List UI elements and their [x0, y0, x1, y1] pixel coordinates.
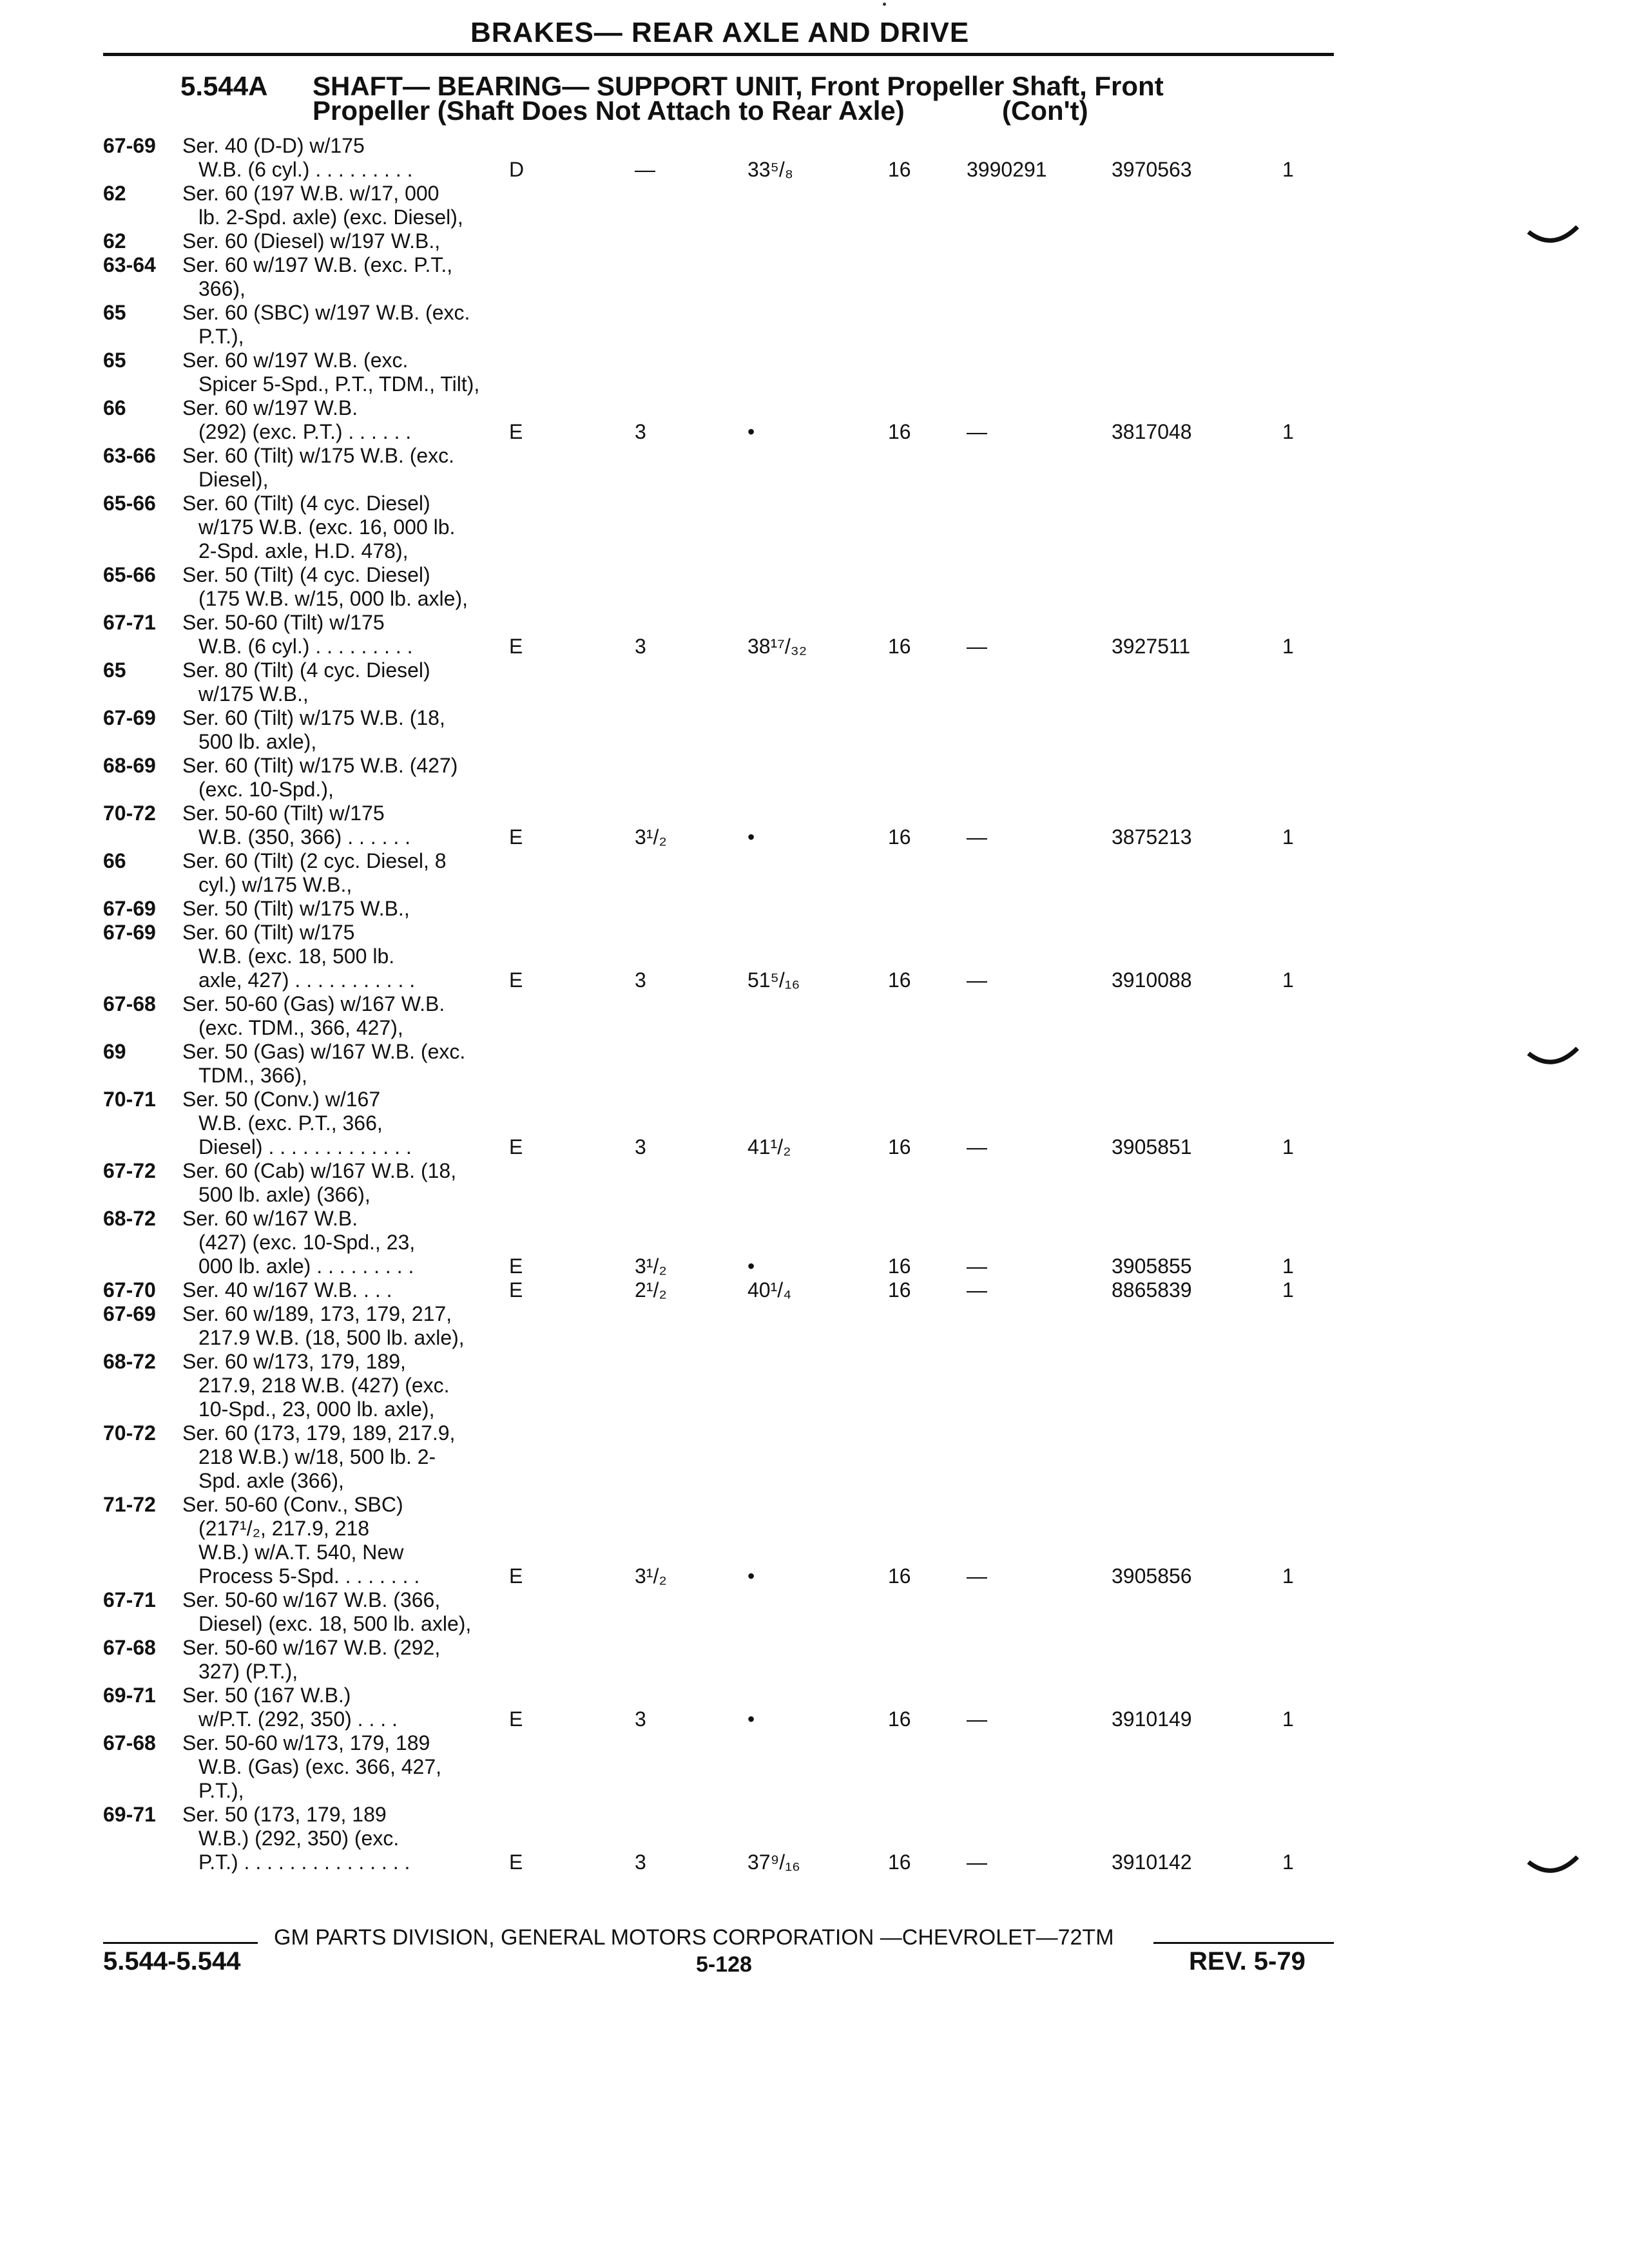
application-description: 218 W.B.) w/18, 500 lb. 2- [198, 1445, 436, 1468]
application-description: Ser. 60 w/167 W.B. [182, 1207, 358, 1230]
model-years: 65-66 [103, 492, 156, 515]
part-number-2: 3905855 [1112, 1254, 1192, 1278]
application-description: (217¹/₂, 217.9, 218 [198, 1517, 370, 1540]
application-description: w/175 W.B. (exc. 16, 000 lb. [198, 515, 456, 539]
model-years: 65 [103, 658, 126, 682]
application-description: Ser. 60 (SBC) w/197 W.B. (exc. [182, 301, 470, 324]
application-description: Ser. 50 (Tilt) (4 cyc. Diesel) [182, 563, 430, 586]
type-code: E [509, 420, 523, 443]
footer-revision: REV. 5-79 [1189, 1947, 1306, 1975]
spline-count: 16 [888, 1564, 911, 1588]
table-row [0, 1588, 1629, 1636]
model-years: 69 [103, 1040, 126, 1063]
model-years: 65 [103, 301, 126, 324]
application-description: Ser. 50-60 w/173, 179, 189 [182, 1731, 430, 1754]
application-description: W.B. (exc. 18, 500 lb. [198, 945, 395, 968]
application-description: Ser. 60 (Tilt) (4 cyc. Diesel) [182, 492, 430, 515]
application-description: Spd. axle (366), [198, 1469, 344, 1492]
dimension-b: 40¹/₄ [747, 1278, 792, 1302]
spline-count: 16 [888, 1850, 911, 1874]
dimension-b: 33⁵/₈ [747, 158, 794, 181]
application-description: TDM., 366), [198, 1064, 307, 1087]
application-description: Ser. 60 (Cab) w/167 W.B. (18, [182, 1159, 457, 1182]
spline-count: 16 [888, 825, 911, 849]
table-row [0, 1803, 1629, 1874]
part-number-2: 3905856 [1112, 1564, 1192, 1588]
footer-rule-right [1153, 1942, 1334, 1944]
part-number-1: — [967, 825, 987, 849]
application-description: 2-Spd. axle, H.D. 478), [198, 539, 409, 562]
application-description: 217.9 W.B. (18, 500 lb. axle), [198, 1326, 465, 1349]
type-code: E [509, 825, 523, 849]
model-years: 63-64 [103, 253, 156, 276]
table-row [0, 1207, 1629, 1278]
model-years: 63-66 [103, 444, 156, 467]
application-description: lb. 2-Spd. axle) (exc. Diesel), [198, 206, 463, 229]
model-years: 68-72 [103, 1350, 156, 1373]
model-years: 67-69 [103, 921, 156, 944]
part-number-1: — [967, 1135, 987, 1158]
dimension-a: 3 [635, 1707, 646, 1731]
application-description: w/P.T. (292, 350) . . . . [198, 1707, 398, 1731]
spline-count: 16 [888, 420, 911, 443]
application-description: Ser. 50-60 (Tilt) w/175 [182, 611, 385, 634]
model-years: 68-69 [103, 754, 156, 777]
application-description: (175 W.B. w/15, 000 lb. axle), [198, 587, 468, 610]
part-number-2: 3927511 [1112, 635, 1191, 658]
application-description: Ser. 60 (Tilt) (2 cyc. Diesel, 8 [182, 849, 447, 872]
application-description: Ser. 60 w/197 W.B. (exc. [182, 349, 409, 372]
application-description: Ser. 60 (173, 179, 189, 217.9, [182, 1421, 456, 1445]
dimension-a: 3 [635, 968, 646, 992]
table-row [0, 1040, 1629, 1088]
application-description: Ser. 60 w/197 W.B. (exc. P.T., [182, 253, 453, 276]
table-row [0, 396, 1629, 444]
quantity: 1 [1282, 158, 1294, 181]
part-number-2: 8865839 [1112, 1278, 1192, 1302]
binder-hole-mark [1527, 1856, 1579, 1881]
model-years: 62 [103, 182, 126, 205]
spline-count: 16 [888, 968, 911, 992]
model-years: 71-72 [103, 1493, 156, 1516]
quantity: 1 [1282, 420, 1294, 443]
table-row [0, 1684, 1629, 1731]
application-description: 217.9, 218 W.B. (427) (exc. [198, 1374, 450, 1397]
application-description: Ser. 50-60 w/167 W.B. (366, [182, 1588, 441, 1611]
spline-count: 16 [888, 1254, 911, 1278]
type-code: E [509, 1278, 523, 1302]
part-number-1: — [967, 1707, 987, 1731]
section-number: 5.544A [180, 71, 268, 101]
application-description: Ser. 40 (D-D) w/175 [182, 134, 365, 157]
application-description: Ser. 50 (Gas) w/167 W.B. (exc. [182, 1040, 466, 1063]
table-row [0, 349, 1629, 396]
application-description: 500 lb. axle), [198, 730, 317, 753]
application-description: P.T.) . . . . . . . . . . . . . . . [198, 1850, 410, 1874]
application-description: Ser. 50-60 (Tilt) w/175 [182, 802, 385, 825]
model-years: 69-71 [103, 1803, 156, 1826]
model-years: 65-66 [103, 563, 156, 586]
quantity: 1 [1282, 1564, 1294, 1588]
quantity: 1 [1282, 1254, 1294, 1278]
section-title-line1: SHAFT— BEARING— SUPPORT UNIT, Front Propeller Shaft, Front [313, 71, 1164, 101]
model-years: 67-69 [103, 1302, 156, 1325]
type-code: E [509, 1707, 523, 1731]
model-years: 66 [103, 396, 126, 419]
dimension-b: • [747, 420, 755, 443]
application-description: Ser. 50-60 w/167 W.B. (292, [182, 1636, 441, 1659]
application-description: Ser. 60 (Diesel) w/197 W.B., [182, 229, 441, 253]
dimension-b: • [747, 825, 755, 849]
model-years: 70-72 [103, 802, 156, 825]
header-divider [103, 53, 1334, 56]
application-description: Diesel) . . . . . . . . . . . . . [198, 1135, 412, 1158]
application-description: Ser. 50 (173, 179, 189 [182, 1803, 387, 1826]
application-description: W.B. (Gas) (exc. 366, 427, [198, 1755, 442, 1778]
dimension-a: 3¹/₂ [635, 1254, 667, 1278]
table-row [0, 1731, 1629, 1803]
page-header-title: BRAKES— REAR AXLE AND DRIVE [470, 17, 970, 48]
application-description: Ser. 60 (Tilt) w/175 W.B. (427) [182, 754, 458, 777]
application-description: Spicer 5-Spd., P.T., TDM., Tilt), [198, 372, 480, 396]
spline-count: 16 [888, 1707, 911, 1731]
dimension-b: 41¹/₂ [747, 1135, 791, 1158]
application-description: W.B.) w/A.T. 540, New [198, 1541, 404, 1564]
application-description: W.B. (exc. P.T., 366, [198, 1111, 383, 1135]
model-years: 65 [103, 349, 126, 372]
application-description: w/175 W.B., [198, 682, 309, 706]
binder-hole-mark [1527, 1047, 1579, 1073]
dimension-a: 3 [635, 420, 646, 443]
model-years: 67-68 [103, 992, 156, 1015]
type-code: E [509, 968, 523, 992]
model-years: 68-72 [103, 1207, 156, 1230]
application-description: Diesel), [198, 468, 269, 491]
quantity: 1 [1282, 968, 1294, 992]
part-number-1: — [967, 1850, 987, 1874]
type-code: E [509, 635, 523, 658]
application-description: 000 lb. axle) . . . . . . . . . [198, 1254, 414, 1278]
footer-section-range: 5.544-5.544 [103, 1947, 241, 1975]
dimension-b: 37⁹/₁₆ [747, 1850, 800, 1874]
table-row [0, 253, 1629, 301]
table-row [0, 1636, 1629, 1684]
table-row [0, 1088, 1629, 1159]
model-years: 67-68 [103, 1636, 156, 1659]
application-description: Ser. 50-60 (Conv., SBC) [182, 1493, 403, 1516]
model-years: 70-72 [103, 1421, 156, 1445]
type-code: E [509, 1254, 523, 1278]
type-code: E [509, 1850, 523, 1874]
table-row [0, 706, 1629, 754]
model-years: 67-70 [103, 1278, 156, 1302]
model-years: 67-71 [103, 611, 156, 634]
part-number-1: — [967, 420, 987, 443]
application-description: (exc. TDM., 366, 427), [198, 1016, 403, 1039]
application-description: (exc. 10-Spd.), [198, 778, 334, 801]
dimension-b: • [747, 1254, 755, 1278]
part-number-1: — [967, 968, 987, 992]
table-row [0, 992, 1629, 1040]
application-description: Ser. 60 (Tilt) w/175 W.B. (18, [182, 706, 445, 729]
table-row [0, 849, 1629, 897]
application-description: Ser. 50 (Conv.) w/167 [182, 1088, 381, 1111]
application-description: Ser. 50-60 (Gas) w/167 W.B. [182, 992, 445, 1015]
model-years: 70-71 [103, 1088, 156, 1111]
model-years: 67-69 [103, 897, 156, 920]
table-row [0, 802, 1629, 849]
spline-count: 16 [888, 1135, 911, 1158]
application-description: cyl.) w/175 W.B., [198, 873, 352, 896]
table-row [0, 1493, 1629, 1588]
table-row [0, 492, 1629, 563]
model-years: 66 [103, 849, 126, 872]
section-continued-label: (Con't) [1002, 95, 1088, 126]
footer-page-number: 5-128 [696, 1952, 752, 1977]
quantity: 1 [1282, 1707, 1294, 1731]
table-row [0, 611, 1629, 658]
table-row [0, 921, 1629, 992]
application-description: Ser. 50 (167 W.B.) [182, 1684, 351, 1707]
model-years: 62 [103, 229, 126, 253]
part-number-2: 3817048 [1112, 420, 1192, 443]
part-number-2: 3910142 [1112, 1850, 1192, 1874]
quantity: 1 [1282, 825, 1294, 849]
application-description: 500 lb. axle) (366), [198, 1183, 371, 1206]
application-description: Ser. 60 (Tilt) w/175 W.B. (exc. [182, 444, 455, 467]
table-row [0, 301, 1629, 349]
section-title-line2: Propeller (Shaft Does Not Attach to Rear Axle) [313, 95, 905, 126]
table-row [0, 754, 1629, 802]
dimension-b: • [747, 1564, 755, 1588]
application-description: 366), [198, 277, 246, 300]
table-row [0, 563, 1629, 611]
dimension-a: 3¹/₂ [635, 1564, 667, 1588]
application-description: Ser. 60 w/189, 173, 179, 217, [182, 1302, 452, 1325]
part-number-1: — [967, 1254, 987, 1278]
application-description: Ser. 40 w/167 W.B. . . . [182, 1278, 392, 1302]
application-description: Ser. 80 (Tilt) (4 cyc. Diesel) [182, 658, 430, 682]
application-description: P.T.), [198, 325, 244, 348]
part-number-1: — [967, 1278, 987, 1302]
table-row [0, 897, 1629, 921]
dimension-b: 38¹⁷/₃₂ [747, 635, 807, 658]
table-row [0, 229, 1629, 253]
table-row [0, 658, 1629, 706]
application-description: Ser. 60 (197 W.B. w/17, 000 [182, 182, 439, 205]
table-row [0, 182, 1629, 229]
spline-count: 16 [888, 635, 911, 658]
quantity: 1 [1282, 635, 1294, 658]
model-years: 67-69 [103, 706, 156, 729]
table-row [0, 1302, 1629, 1350]
application-description: 10-Spd., 23, 000 lb. axle), [198, 1398, 435, 1421]
dimension-a: 3 [635, 1135, 646, 1158]
quantity: 1 [1282, 1850, 1294, 1874]
part-number-1: — [967, 635, 987, 658]
application-description: Ser. 60 w/197 W.B. [182, 396, 358, 419]
application-description: W.B. (6 cyl.) . . . . . . . . . [198, 158, 413, 181]
application-description: 327) (P.T.), [198, 1660, 298, 1683]
footer-publisher: GM PARTS DIVISION, GENERAL MOTORS CORPORATION —CHEVROLET—72TM [274, 1925, 1114, 1950]
application-description: Diesel) (exc. 18, 500 lb. axle), [198, 1612, 472, 1635]
table-row [0, 1278, 1629, 1302]
model-years: 67-72 [103, 1159, 156, 1182]
part-number-1: — [967, 1564, 987, 1588]
application-description: Ser. 50 (Tilt) w/175 W.B., [182, 897, 410, 920]
footer-rule-left [103, 1942, 258, 1944]
application-description: W.B. (6 cyl.) . . . . . . . . . [198, 635, 413, 658]
part-number-2: 3970563 [1112, 158, 1192, 181]
dimension-a: 3 [635, 1850, 646, 1874]
dimension-a: 3¹/₂ [635, 825, 667, 849]
dimension-a: 2¹/₂ [635, 1278, 667, 1302]
quantity: 1 [1282, 1135, 1294, 1158]
spline-count: 16 [888, 1278, 911, 1302]
part-number-1: 3990291 [967, 158, 1047, 181]
application-description: Ser. 60 w/173, 179, 189, [182, 1350, 406, 1373]
table-row [0, 1159, 1629, 1207]
dimension-a: — [635, 158, 655, 181]
part-number-2: 3905851 [1112, 1135, 1192, 1158]
spline-count: 16 [888, 158, 911, 181]
part-number-2: 3875213 [1112, 825, 1192, 849]
model-years: 67-68 [103, 1731, 156, 1754]
part-number-2: 3910149 [1112, 1707, 1192, 1731]
table-row [0, 1421, 1629, 1493]
application-description: Process 5-Spd. . . . . . . . [198, 1564, 420, 1588]
table-row [0, 444, 1629, 492]
type-code: D [509, 158, 525, 181]
type-code: E [509, 1135, 523, 1158]
application-description: axle, 427) . . . . . . . . . . . [198, 968, 416, 992]
application-description: P.T.), [198, 1779, 244, 1802]
part-number-2: 3910088 [1112, 968, 1192, 992]
dimension-a: 3 [635, 635, 646, 658]
quantity: 1 [1282, 1278, 1294, 1302]
application-description: Ser. 60 (Tilt) w/175 [182, 921, 355, 944]
dimension-b: 51⁵/₁₆ [747, 968, 800, 992]
application-description: (427) (exc. 10-Spd., 23, [198, 1231, 416, 1254]
application-description: W.B. (350, 366) . . . . . . [198, 825, 411, 849]
model-years: 67-71 [103, 1588, 156, 1611]
model-years: 67-69 [103, 134, 156, 157]
application-description: (292) (exc. P.T.) . . . . . . [198, 420, 412, 443]
application-description: W.B.) (292, 350) (exc. [198, 1827, 400, 1850]
scan-speck [883, 3, 886, 6]
binder-hole-mark [1527, 226, 1579, 251]
table-row [0, 1350, 1629, 1421]
dimension-b: • [747, 1707, 755, 1731]
model-years: 69-71 [103, 1684, 156, 1707]
table-row [0, 134, 1629, 182]
type-code: E [509, 1564, 523, 1588]
